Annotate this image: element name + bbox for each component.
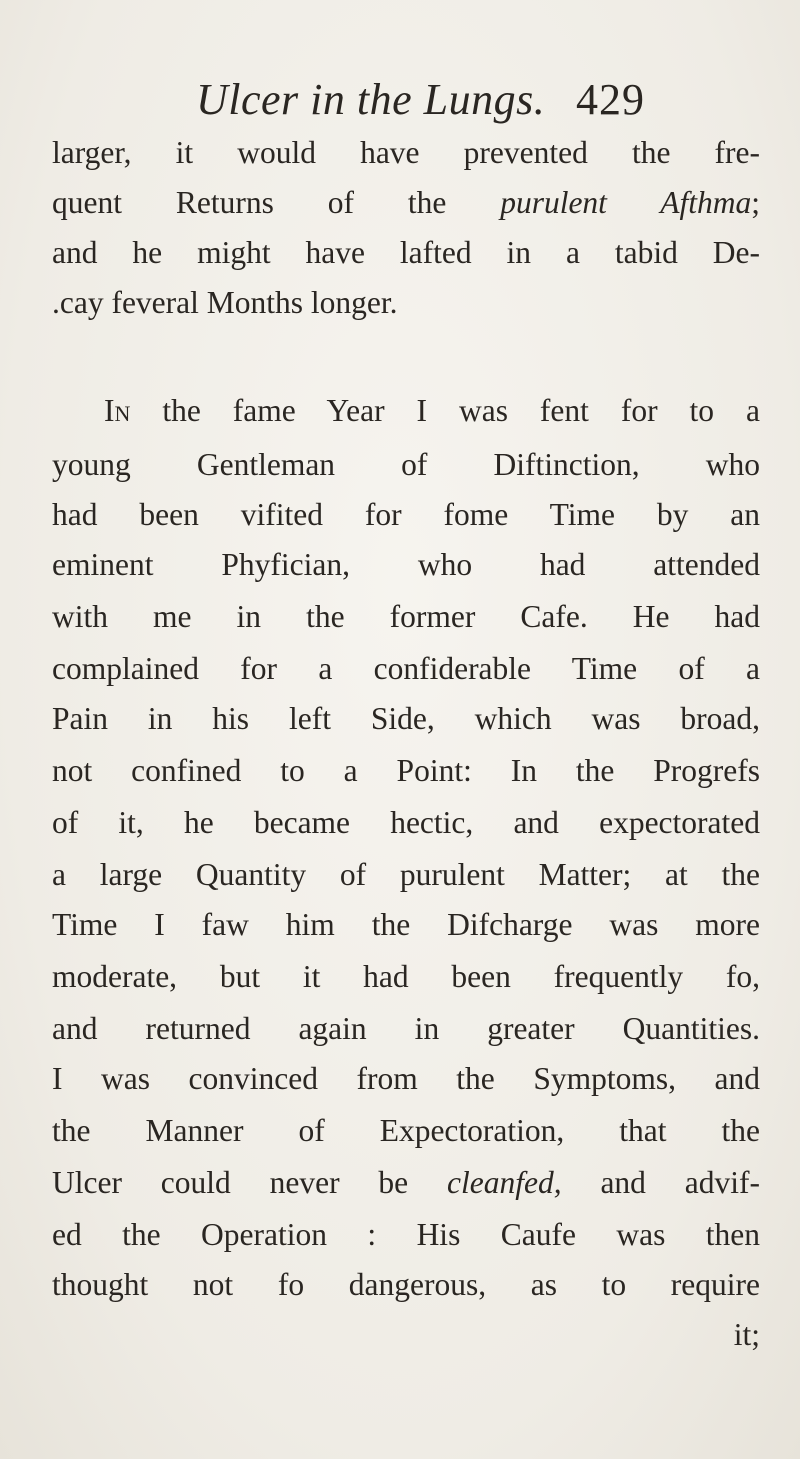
catchword <box>52 1310 760 1360</box>
text-line <box>52 128 760 178</box>
text-line <box>52 644 760 694</box>
text-segment: the fame Year I was fent for to a <box>130 393 760 428</box>
text-segment: and advif- <box>561 1165 760 1200</box>
small-caps-word: In <box>104 393 131 428</box>
text-segment: quent Returns of the <box>52 185 501 220</box>
text-segment: had been vifited for fome Time by an <box>52 497 760 532</box>
italic-phrase: cleanfed, <box>447 1165 562 1200</box>
text-segment: thought not fo dangerous, as to require <box>52 1267 760 1302</box>
text-line <box>52 1054 760 1104</box>
text-line <box>52 386 760 436</box>
text-segment: .cay feveral Months longer. <box>52 285 398 320</box>
text-line <box>52 1210 760 1260</box>
text-segment: of it, he became hectic, and expectorated <box>52 805 760 840</box>
text-line <box>52 694 760 744</box>
text-segment: complained for a confiderable Time of a <box>52 651 760 686</box>
text-segment: a large Quantity of purulent Matter; at the <box>52 857 760 892</box>
text-segment: and he might have lafted in a tabid De- <box>52 235 760 270</box>
text-segment: moderate, but it had been frequently fo, <box>52 959 760 994</box>
running-title: Ulcer in the Lungs. <box>196 75 546 124</box>
text-segment: Pain in his left Side, which was broad, <box>52 701 760 736</box>
text-segment: with me in the former Cafe. He had <box>52 599 760 634</box>
text-segment: larger, it would have prevented the fre- <box>52 135 760 170</box>
text-line <box>52 540 760 590</box>
text-segment: eminent Phyfician, who had attended <box>52 547 760 582</box>
running-head <box>196 70 676 130</box>
text-line <box>52 1106 760 1156</box>
text-segment: the Manner of Expectoration, that the <box>52 1113 760 1148</box>
text-segment: ; <box>751 185 760 220</box>
text-segment: Time I faw him the Difcharge was more <box>52 907 760 942</box>
text-line <box>52 1260 760 1310</box>
text-line <box>52 900 760 950</box>
text-segment: it; <box>733 1317 760 1352</box>
text-line <box>52 592 760 642</box>
text-line <box>52 1158 760 1208</box>
text-line <box>52 1004 760 1054</box>
text-segment: not confined to a Point: In the Progrefs <box>52 753 760 788</box>
text-segment: and returned again in greater Quantities. <box>52 1011 760 1046</box>
text-segment: I was convinced from the Symptoms, and <box>52 1061 760 1096</box>
text-line <box>52 228 760 278</box>
text-line <box>52 278 760 328</box>
text-line <box>52 440 760 490</box>
italic-phrase: purulent Afthma <box>500 185 752 220</box>
page-number: 429 <box>576 75 645 124</box>
text-line <box>52 178 760 228</box>
text-segment: ed the Operation : His Caufe was then <box>52 1217 760 1252</box>
text-line <box>52 850 760 900</box>
text-line <box>52 798 760 848</box>
text-segment: Ulcer could never be <box>52 1165 448 1200</box>
text-segment: young Gentleman of Diftinction, who <box>52 447 760 482</box>
text-line <box>52 952 760 1002</box>
text-line <box>52 746 760 796</box>
text-line <box>52 490 760 540</box>
